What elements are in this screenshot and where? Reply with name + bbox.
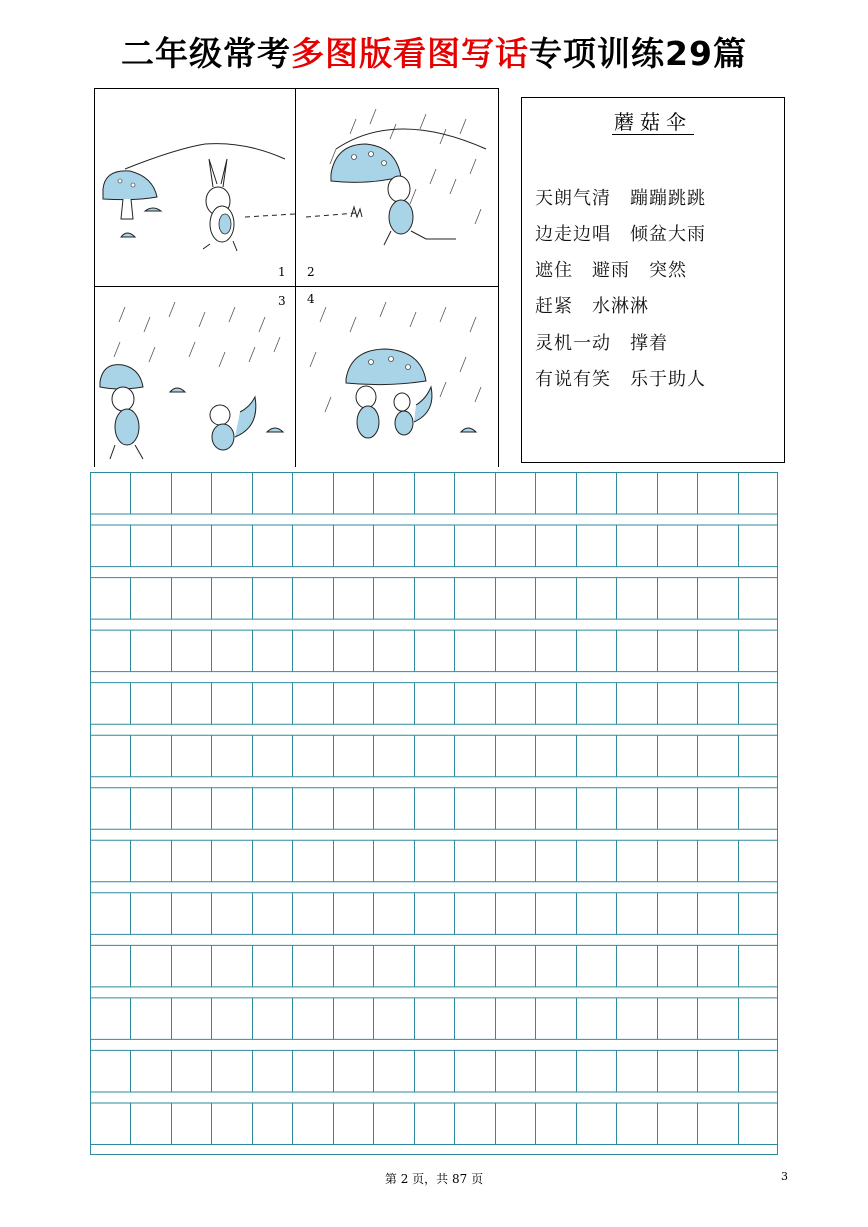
panel-2-illustration <box>296 89 498 286</box>
panel-number-3: 3 <box>278 294 286 308</box>
word-bank-line: 有说有笑 乐于助人 <box>535 369 706 390</box>
word-bank-line: 边走边唱 倾盆大雨 <box>535 224 706 245</box>
picture-panels <box>94 88 499 467</box>
word-bank-line: 天朗气清 蹦蹦跳跳 <box>535 188 706 209</box>
panel-number-4: 4 <box>307 292 315 306</box>
word-bank-line: 灵机一动 撑着 <box>535 333 668 354</box>
panel-1-illustration <box>95 89 295 286</box>
writing-grid[interactable] <box>90 472 778 1155</box>
panel-4-illustration <box>296 287 498 467</box>
panel-number-2: 2 <box>307 265 315 279</box>
page-footer: 第 2 页，共 87 页 <box>384 1172 484 1186</box>
word-bank-box <box>521 97 785 463</box>
title-part1: 二年级常考 <box>121 34 292 73</box>
word-bank-title: 蘑菇伞 <box>614 110 692 134</box>
title-highlight: 多图版看图写话 <box>291 34 530 73</box>
panel-number-1: 1 <box>278 265 286 279</box>
title-part3: 专项训练29篇 <box>529 34 747 73</box>
word-bank-line: 遮住 避雨 突然 <box>535 260 687 281</box>
page-number: 3 <box>781 1170 788 1183</box>
panel-3-illustration <box>95 287 295 467</box>
page-title <box>0 28 868 75</box>
word-bank-line: 赶紧 水淋淋 <box>535 296 649 317</box>
